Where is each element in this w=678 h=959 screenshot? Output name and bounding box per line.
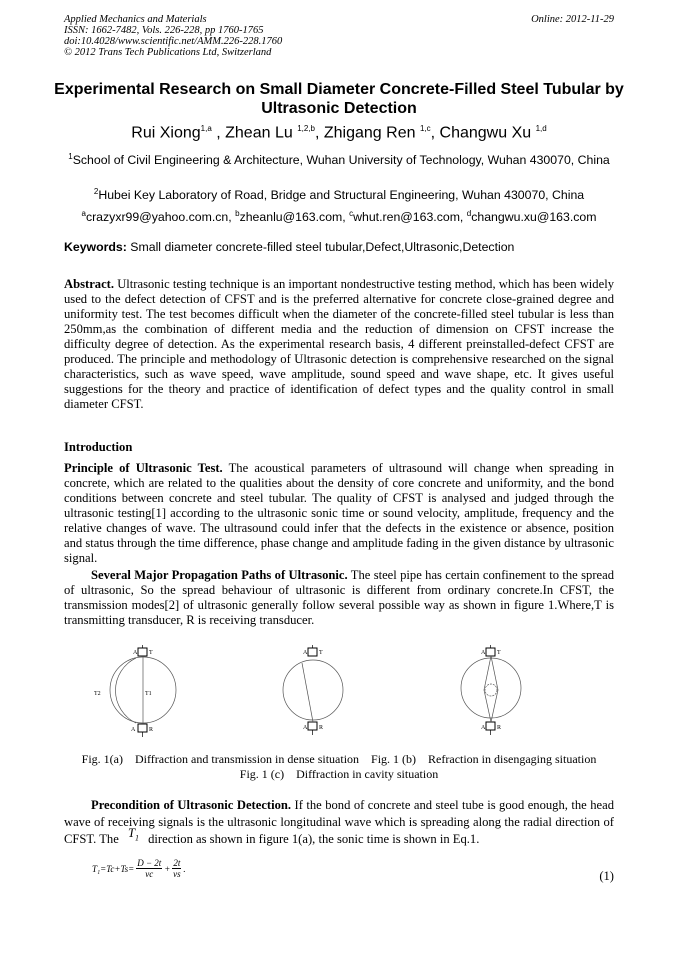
transducer-t xyxy=(138,648,147,656)
svg-text:T1: T1 xyxy=(145,691,152,697)
eq-end: . xyxy=(183,863,186,874)
svg-text:A: A xyxy=(481,650,486,656)
svg-text:R: R xyxy=(319,725,324,731)
caption-line: Fig. 1(a) Diffraction and transmission in dense situation Fig. 1 (b) Refraction in disengaging situation xyxy=(81,752,597,766)
transducer-r xyxy=(138,724,147,732)
author: Rui Xiong xyxy=(131,124,201,142)
eq-plus: + xyxy=(164,863,171,874)
eq-fraction xyxy=(136,858,162,879)
equation-1 xyxy=(92,858,186,879)
author-sup: 1,a xyxy=(200,124,212,133)
eq-lhs: T₁=Tc+Ts= xyxy=(92,863,135,874)
email-sup: a xyxy=(81,209,86,218)
paragraph-label: Precondition of Ultrasonic Detection. xyxy=(91,798,292,812)
aff-sup: 1 xyxy=(68,152,73,161)
affiliation-2 xyxy=(50,184,628,203)
email[interactable]: crazyxr99@yahoo.com.cn, xyxy=(85,210,236,225)
svg-text:A: A xyxy=(131,727,136,733)
aff-text: School of Civil Engineering & Architecture, Wuhan University of Technology, Wuhan 430070, China xyxy=(72,153,610,168)
email-sup: b xyxy=(235,209,240,218)
svg-text:T: T xyxy=(319,650,323,656)
equation-number: (1) xyxy=(599,869,614,883)
issn: ISSN: 1662-7482, Vols. 226-228, pp 1760-1765 xyxy=(64,25,264,36)
numerator: D − 2t xyxy=(137,858,162,868)
figure-caption xyxy=(40,752,638,782)
abstract xyxy=(64,277,614,412)
email[interactable]: whut.ren@163.com, xyxy=(353,210,467,225)
paragraph-label: Several Major Propagation Paths of Ultrasonic. xyxy=(91,568,348,582)
paragraph-text: The steel pipe has certain confinement to the spread of ultrasonic, So the spread behaviour of ultrasonic is different from ordinary concrete.In CFST, the transmission modes[2] of ultrasonic generally follow several possible way as shown in figure 1.Where,T is transmitting transducer, R is receiving transducer. xyxy=(64,568,614,627)
fig-1b xyxy=(283,645,343,735)
journal-name: Applied Mechanics and Materials xyxy=(64,14,207,25)
numerator: 2t xyxy=(173,858,181,868)
eq-fraction xyxy=(172,858,181,879)
svg-text:A: A xyxy=(303,650,308,656)
journal-header xyxy=(64,14,282,58)
email[interactable]: changwu.xu@163.com xyxy=(471,210,597,225)
denominator: vs xyxy=(173,869,181,879)
svg-text:A: A xyxy=(133,650,138,656)
fig-1a xyxy=(94,645,176,737)
figure-1-diagrams xyxy=(90,645,590,745)
svg-text:R: R xyxy=(497,725,502,731)
email[interactable]: zheanlu@163.com, xyxy=(239,210,350,225)
keywords-label: Keywords: xyxy=(64,240,127,254)
author-sup: 1,d xyxy=(535,124,547,133)
paragraph-label: Principle of Ultrasonic Test. xyxy=(64,461,223,475)
author: Zhigang Ren xyxy=(323,124,416,142)
paragraph-paths xyxy=(64,568,614,628)
section-heading: Introduction xyxy=(64,440,133,454)
svg-text:T: T xyxy=(497,650,501,656)
affiliation-1 xyxy=(50,149,628,168)
abstract-text: Ultrasonic testing technique is an important nondestructive testing method, which has been widely used to the defect detection of CFST and is the preferred alternative for concrete close-grained degree and uniformity test. The test becomes difficult when the diameter of the concrete-filled steel tubular is less than 250mm,as the combination of different media and the reduction of dimension on CFST increase the difficulty degree of detection. As the experimental research basis, 4 different preinstalled-defect CFST are produced. The principle and methodology of Ultrasonic detection is comprehensive researched on the signal characteristics, such as wave speed, wave amplitude, sound speed and wave shape, etc. It gives useful suggestions for the theory and practice of identification of defect types and the quality control in small diameter CFST. xyxy=(64,277,614,411)
author-sup: 1,c xyxy=(419,124,431,133)
svg-text:T: T xyxy=(149,650,153,656)
svg-text:R: R xyxy=(149,727,154,733)
email-sup: c xyxy=(349,209,354,218)
denominator: vc xyxy=(145,869,154,879)
svg-text:A: A xyxy=(481,725,486,731)
symbol: T xyxy=(127,826,135,840)
author: Zhean Lu xyxy=(225,124,293,142)
authors: Rui Xiong$^{1,a}$ , Zhean Lu $^{1,2,b}$, Zhigang Ren $^{1,c}$, Changwu Xu $^{1,d}$ xyxy=(131,124,547,142)
svg-text:A: A xyxy=(303,725,308,731)
paragraph-text: The acoustical parameters of ultrasound will change when spreading in concrete, which are related to the qualities about the density of core concrete and uniformity, and the bond conditions between concrete and steel tubular. The quality of CFST is analysed and judged through the ultrasonic testing[1] according to the ultrasonic sonic time or sound velocity, amplitude, frequency and the relative changes of wave. The ultrasound could infer that the defects in the existence or absence, position and status through the time difference, phase change and amplitude fading in the given distance by ultrasonic signal. xyxy=(64,461,615,565)
paragraph-principle xyxy=(64,461,614,566)
paper-title: Experimental Research on Small Diameter Concrete-Filled Steel Tubular by Ultrasonic Detection xyxy=(54,81,624,117)
svg-text:T2: T2 xyxy=(94,691,101,697)
aff-text: Hubei Key Laboratory of Road, Bridge and Structural Engineering, Wuhan 430070, China xyxy=(98,188,585,203)
abstract-label: Abstract. xyxy=(64,277,115,291)
author-sup: 1,2,b xyxy=(297,124,315,133)
paragraph-text: If the bond of concrete and steel tube is good enough, the head wave of receiving signals is the ultrasonic longitudinal wave which is spreading along the radial direction of CFST. The xyxy=(64,798,614,846)
t1-symbol xyxy=(127,826,139,843)
paragraph-precondition xyxy=(64,797,614,853)
keywords xyxy=(64,240,514,254)
doi: doi:10.4028/www.scientific.net/AMM.226-228.1760 xyxy=(64,36,283,47)
caption-line: Fig. 1 (c) Diffraction in cavity situation xyxy=(239,767,439,781)
online-date: Online: 2012-11-29 xyxy=(531,14,614,25)
fig-1c xyxy=(461,645,521,735)
keywords-text: Small diameter concrete-filled steel tubular,Defect,Ultrasonic,Detection xyxy=(126,240,515,254)
aff-sup: 2 xyxy=(93,187,99,196)
email-sup: d xyxy=(466,209,472,218)
emails xyxy=(50,206,628,225)
symbol-sub: 1 xyxy=(134,833,139,843)
paragraph-text: direction as shown in figure 1(a), the sonic time is shown in Eq.1. xyxy=(144,832,480,846)
copyright: © 2012 Trans Tech Publications Ltd, Switzerland xyxy=(64,47,272,58)
author: Changwu Xu xyxy=(439,124,532,142)
